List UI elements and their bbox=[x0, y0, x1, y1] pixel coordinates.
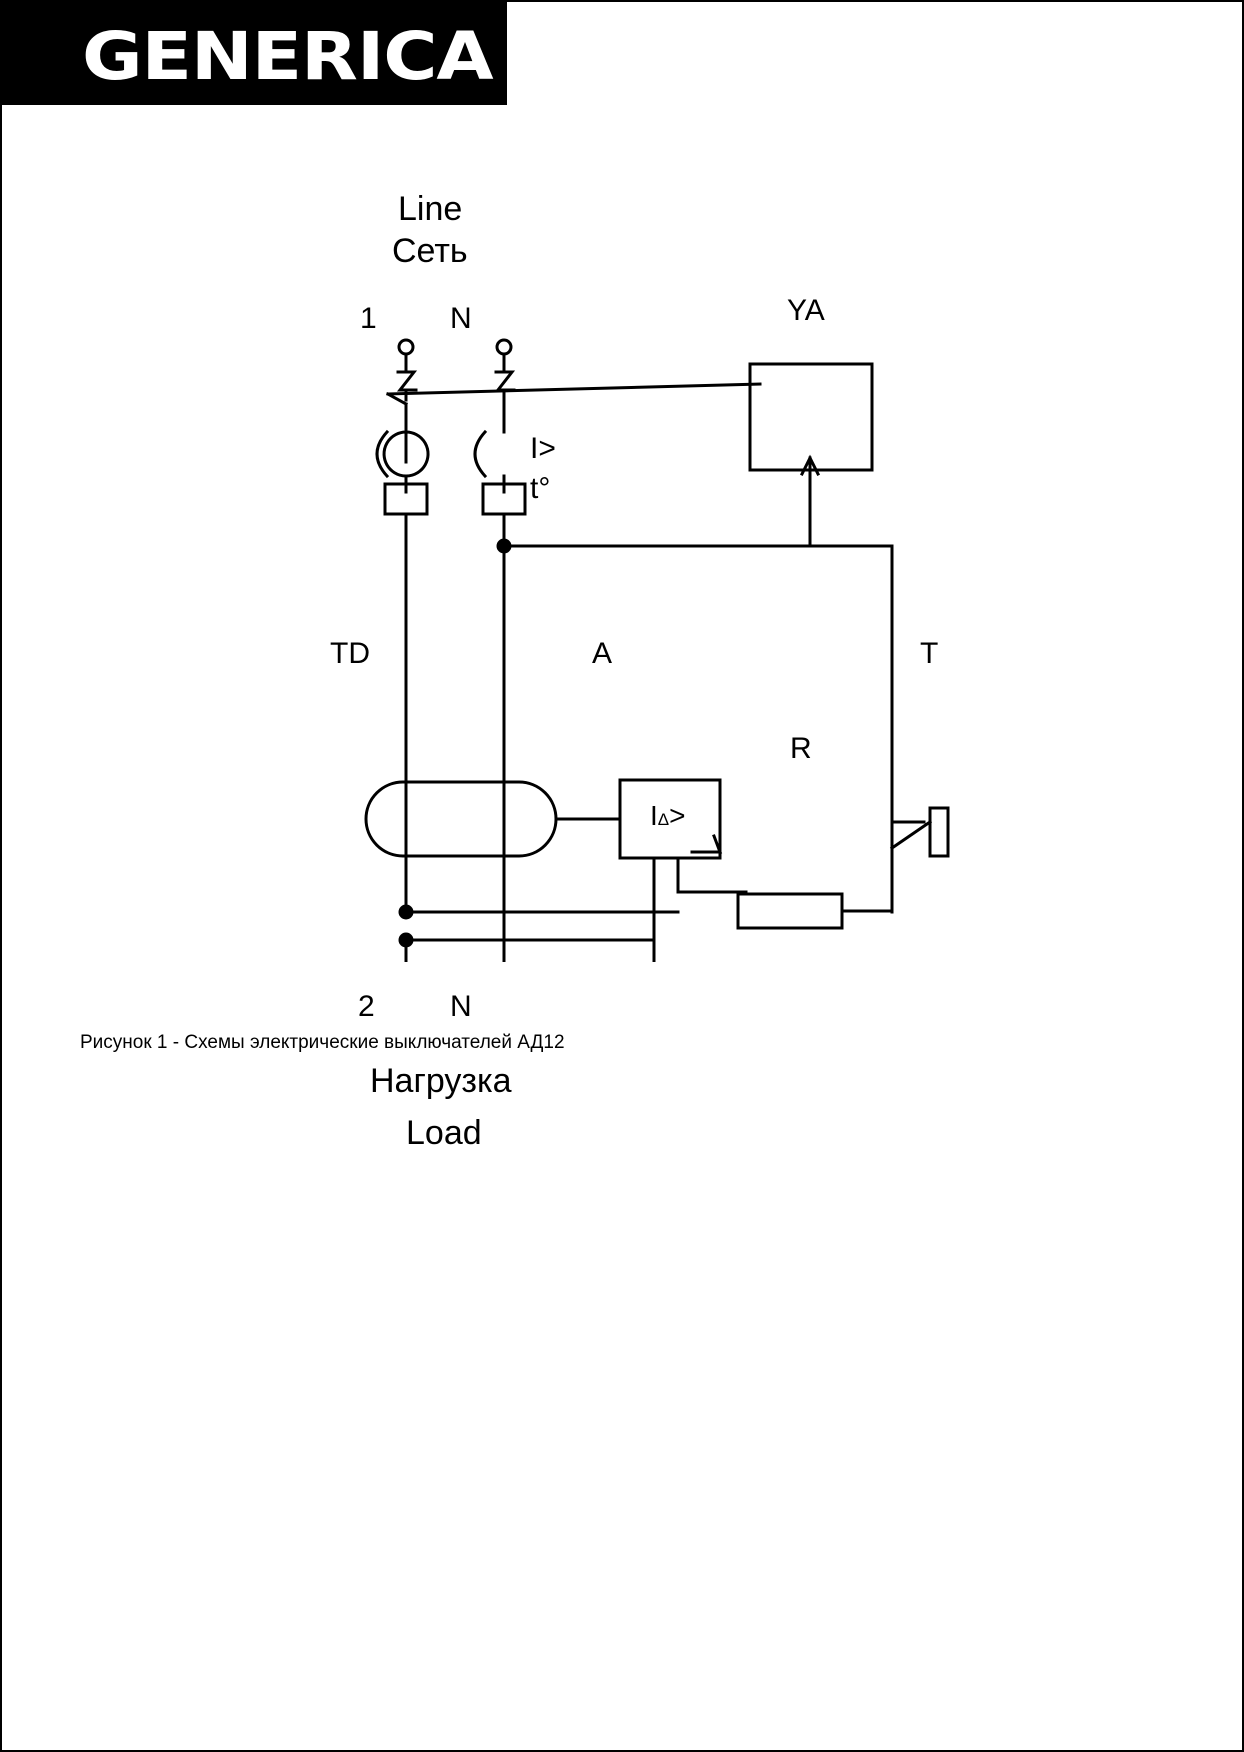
label-trip-current: I> bbox=[530, 432, 556, 465]
arc-symbol-neutral bbox=[496, 372, 514, 390]
label-terminal-n-top: N bbox=[450, 302, 472, 335]
arc-symbol-phase bbox=[398, 372, 416, 390]
label-terminal-n-bottom: N bbox=[450, 990, 472, 1023]
label-a: A bbox=[592, 637, 613, 670]
diff-symbol-i: I bbox=[650, 800, 658, 831]
diff-symbol-gt: > bbox=[669, 800, 686, 831]
label-load-ru: Нагрузка bbox=[370, 1062, 512, 1100]
figure-caption: Рисунок 1 - Схемы электрические выключателей АД12 bbox=[80, 1032, 565, 1053]
label-terminal-2: 2 bbox=[358, 990, 375, 1023]
td-transformer bbox=[366, 782, 556, 856]
label-load-en: Load bbox=[406, 1114, 482, 1152]
label-r: R bbox=[790, 732, 812, 765]
label-trip-thermal: t° bbox=[530, 472, 551, 505]
diff-symbol-delta: Δ bbox=[657, 810, 670, 829]
terminal-1-node bbox=[399, 340, 413, 354]
amplifier-arrow bbox=[692, 836, 720, 852]
label-terminal-1: 1 bbox=[360, 302, 377, 335]
circuit-diagram-svg bbox=[2, 132, 1244, 962]
label-line-en: Line bbox=[398, 190, 463, 228]
brand-logo-text: GENERICA bbox=[82, 18, 493, 95]
coil-phase bbox=[377, 432, 387, 476]
ya-actuator-box bbox=[750, 364, 872, 470]
label-diff-symbol bbox=[650, 800, 686, 832]
label-td: TD bbox=[330, 637, 370, 670]
r-resistor bbox=[738, 894, 842, 928]
terminal-n-top-node bbox=[497, 340, 511, 354]
test-switch-lever bbox=[892, 822, 930, 848]
label-line-ru: Сеть bbox=[392, 232, 468, 270]
contact-bar bbox=[388, 384, 760, 394]
coil-neutral bbox=[475, 432, 485, 476]
label-t: T bbox=[920, 637, 939, 670]
label-ya: YA bbox=[787, 294, 825, 327]
